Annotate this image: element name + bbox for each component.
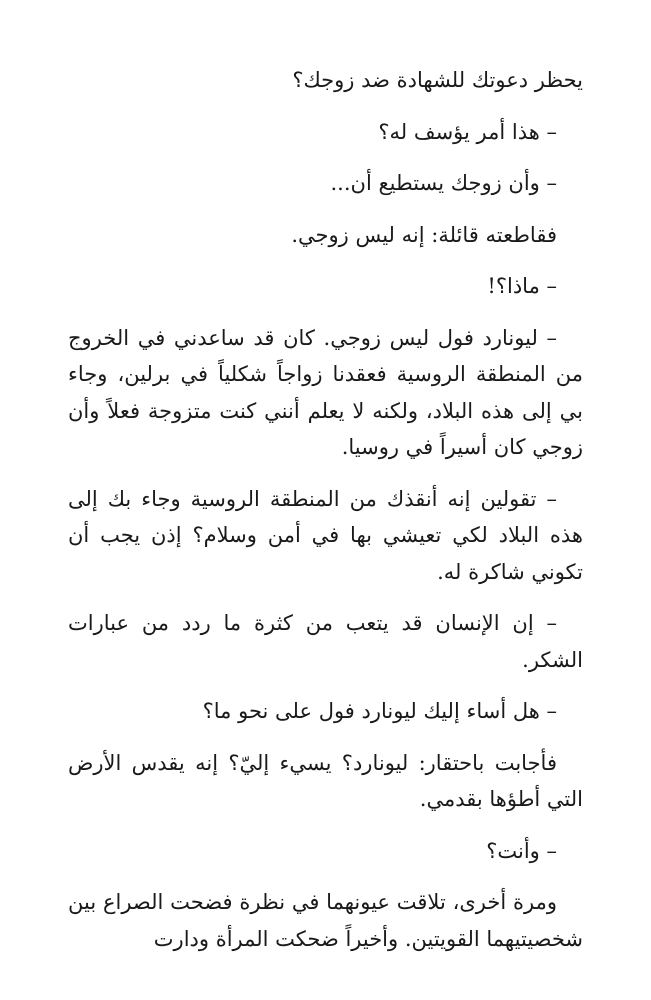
dialogue-line: – وأن زوجك يستطيع أن... — [330, 171, 557, 195]
narration-paragraph: ومرة أخرى، تلاقت عيونهما في نظرة فضحت الصراع بين شخصيتيهما القويتين. وأخيراً ضحكت المرأة ودارت — [68, 890, 583, 951]
narration-paragraph: فأجابت باحتقار: ليونارد؟ يسيء إليّ؟ إنه يقدس الأرض التي أطؤها بقدمي. — [68, 750, 583, 811]
dialogue-line: – هل أساء إليك ليونارد فول على نحو ما؟ — [202, 699, 557, 723]
dialogue-line: – ماذا؟! — [487, 274, 557, 298]
dialogue-line: – هذا أمر يؤسف له؟ — [378, 119, 557, 144]
dialogue-line: – وأنت؟ — [486, 838, 557, 863]
dialogue-paragraph: – إن الإنسان قد يتعب من كثرة ما ردد من عبارات الشكر. — [68, 611, 583, 672]
book-page — [68, 62, 583, 972]
dialogue-paragraph: – تقولين إنه أنقذك من المنطقة الروسية وجاء بك إلى هذه البلاد لكي تعيشي بها في أمن وسلام؟ إذن يجب أن تكوني شاكرة له. — [68, 486, 583, 584]
paragraph-continuation: يحظر دعوتك للشهادة ضد زوجك؟ — [292, 68, 583, 92]
narration-line: فقاطعته قائلة: إنه ليس زوجي. — [291, 222, 557, 247]
dialogue-paragraph: – ليونارد فول ليس زوجي. كان قد ساعدني في الخروج من المنطقة الروسية فعقدنا زواجاً شكلياً في برلين، وجاء بي إلى هذه البلاد، ولكنه لا يعلم أنني كنت متزوجة فعلاً وأن زوجي كان أسيراً في روسيا. — [68, 325, 583, 459]
